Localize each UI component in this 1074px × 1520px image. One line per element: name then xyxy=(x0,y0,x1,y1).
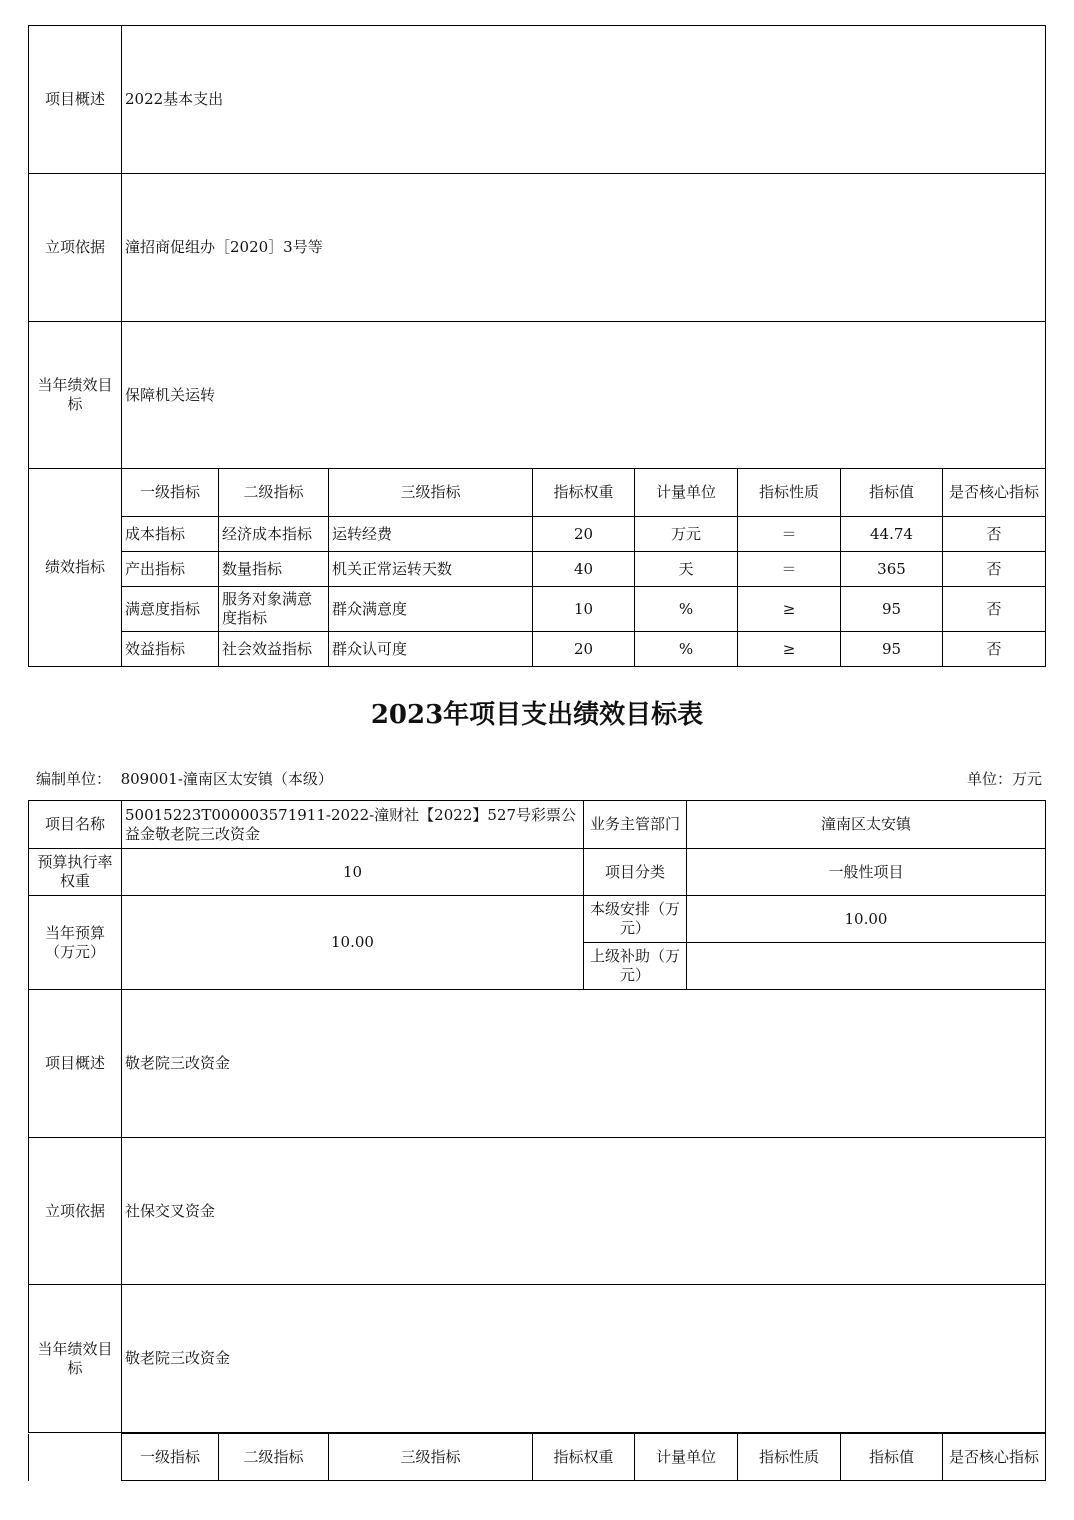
project-name-label: 项目名称 xyxy=(29,801,122,849)
overview-value: 敬老院三改资金 xyxy=(122,990,1046,1138)
local-label: 本级安排（万元） xyxy=(584,896,687,943)
table-cell: 否 xyxy=(943,587,1046,632)
header-value: 指标值 xyxy=(841,1434,943,1481)
table-cell: 否 xyxy=(943,632,1046,667)
overview-value: 2022基本支出 xyxy=(122,26,1046,174)
table-cell: 机关正常运转天数 xyxy=(329,552,533,587)
dept-value: 潼南区太安镇 xyxy=(687,801,1046,849)
header-value: 指标值 xyxy=(841,469,943,517)
exec-rate-value: 10 xyxy=(122,849,584,896)
header-level3: 三级指标 xyxy=(329,1434,533,1481)
table-cell: 365 xyxy=(841,552,943,587)
table-cell: 10 xyxy=(533,587,635,632)
table-cell: 40 xyxy=(533,552,635,587)
table-cell: ＝ xyxy=(738,517,841,552)
table-cell: ≥ xyxy=(738,587,841,632)
header-nature: 指标性质 xyxy=(738,1434,841,1481)
table-cell: 满意度指标 xyxy=(122,587,219,632)
category-value: 一般性项目 xyxy=(687,849,1046,896)
goal-label: 当年绩效目标 xyxy=(29,322,122,469)
currency-note: 单位：万元 xyxy=(966,770,1042,788)
goal-value: 保障机关运转 xyxy=(122,322,1046,469)
table-cell: 万元 xyxy=(635,517,738,552)
table-cell: 产出指标 xyxy=(122,552,219,587)
overview-label: 项目概述 xyxy=(29,990,122,1138)
table-cell: ≥ xyxy=(738,632,841,667)
basis-label: 立项依据 xyxy=(29,1138,122,1285)
goal-value: 敬老院三改资金 xyxy=(122,1285,1046,1433)
goal-label: 当年绩效目标 xyxy=(29,1285,122,1433)
header-weight: 指标权重 xyxy=(533,469,635,517)
table-cell: ＝ xyxy=(738,552,841,587)
table-cell: 群众满意度 xyxy=(329,587,533,632)
table-cell: 95 xyxy=(841,587,943,632)
performance-table-1 xyxy=(28,25,1046,667)
header-unit: 计量单位 xyxy=(635,1434,738,1481)
table-cell: 经济成本指标 xyxy=(219,517,329,552)
table-cell: 否 xyxy=(943,552,1046,587)
exec-rate-label: 预算执行率权重 xyxy=(29,849,122,896)
table-cell: % xyxy=(635,587,738,632)
table-cell: 运转经费 xyxy=(329,517,533,552)
budget-value: 10.00 xyxy=(122,896,584,990)
performance-table-2 xyxy=(28,800,1046,1433)
category-label: 项目分类 xyxy=(584,849,687,896)
indicator-label: 绩效指标 xyxy=(29,469,122,667)
overview-label: 项目概述 xyxy=(29,26,122,174)
basis-value: 潼招商促组办［2020］3号等 xyxy=(122,174,1046,322)
header-level1: 一级指标 xyxy=(122,1434,219,1481)
compiling-unit xyxy=(36,768,333,789)
indicator-label-cell xyxy=(29,1434,122,1481)
table-cell: 社会效益指标 xyxy=(219,632,329,667)
local-value: 10.00 xyxy=(687,896,1046,943)
header-level2: 二级指标 xyxy=(219,469,329,517)
compiling-unit-value: 809001-潼南区太安镇（本级） xyxy=(120,770,333,788)
header-level3: 三级指标 xyxy=(329,469,533,517)
table-cell: 天 xyxy=(635,552,738,587)
upper-label: 上级补助（万元） xyxy=(584,943,687,990)
basis-label: 立项依据 xyxy=(29,174,122,322)
project-name-value: 50015223T000003571911-2022-潼财社【2022】527号彩票公益金敬老院三改资金 xyxy=(122,801,584,849)
table-cell: 否 xyxy=(943,517,1046,552)
table-cell: 44.74 xyxy=(841,517,943,552)
table-cell: 20 xyxy=(533,517,635,552)
header-nature: 指标性质 xyxy=(738,469,841,517)
upper-value xyxy=(687,943,1046,990)
page-title: 2023年项目支出绩效目标表 xyxy=(370,700,704,730)
budget-label: 当年预算（万元） xyxy=(29,896,122,990)
table-cell: 95 xyxy=(841,632,943,667)
table-cell: 效益指标 xyxy=(122,632,219,667)
header-unit: 计量单位 xyxy=(635,469,738,517)
header-level2: 二级指标 xyxy=(219,1434,329,1481)
table-cell: 服务对象满意度指标 xyxy=(219,587,329,632)
indicator-header-table xyxy=(28,1433,1046,1481)
table-cell: % xyxy=(635,632,738,667)
compiling-unit-label: 编制单位： xyxy=(36,770,112,788)
table-cell: 群众认可度 xyxy=(329,632,533,667)
dept-label: 业务主管部门 xyxy=(584,801,687,849)
header-level1: 一级指标 xyxy=(122,469,219,517)
basis-value: 社保交叉资金 xyxy=(122,1138,1046,1285)
header-weight: 指标权重 xyxy=(533,1434,635,1481)
table-cell: 成本指标 xyxy=(122,517,219,552)
table-cell: 数量指标 xyxy=(219,552,329,587)
table-cell: 20 xyxy=(533,632,635,667)
header-core: 是否核心指标 xyxy=(943,469,1046,517)
header-core: 是否核心指标 xyxy=(943,1434,1046,1481)
